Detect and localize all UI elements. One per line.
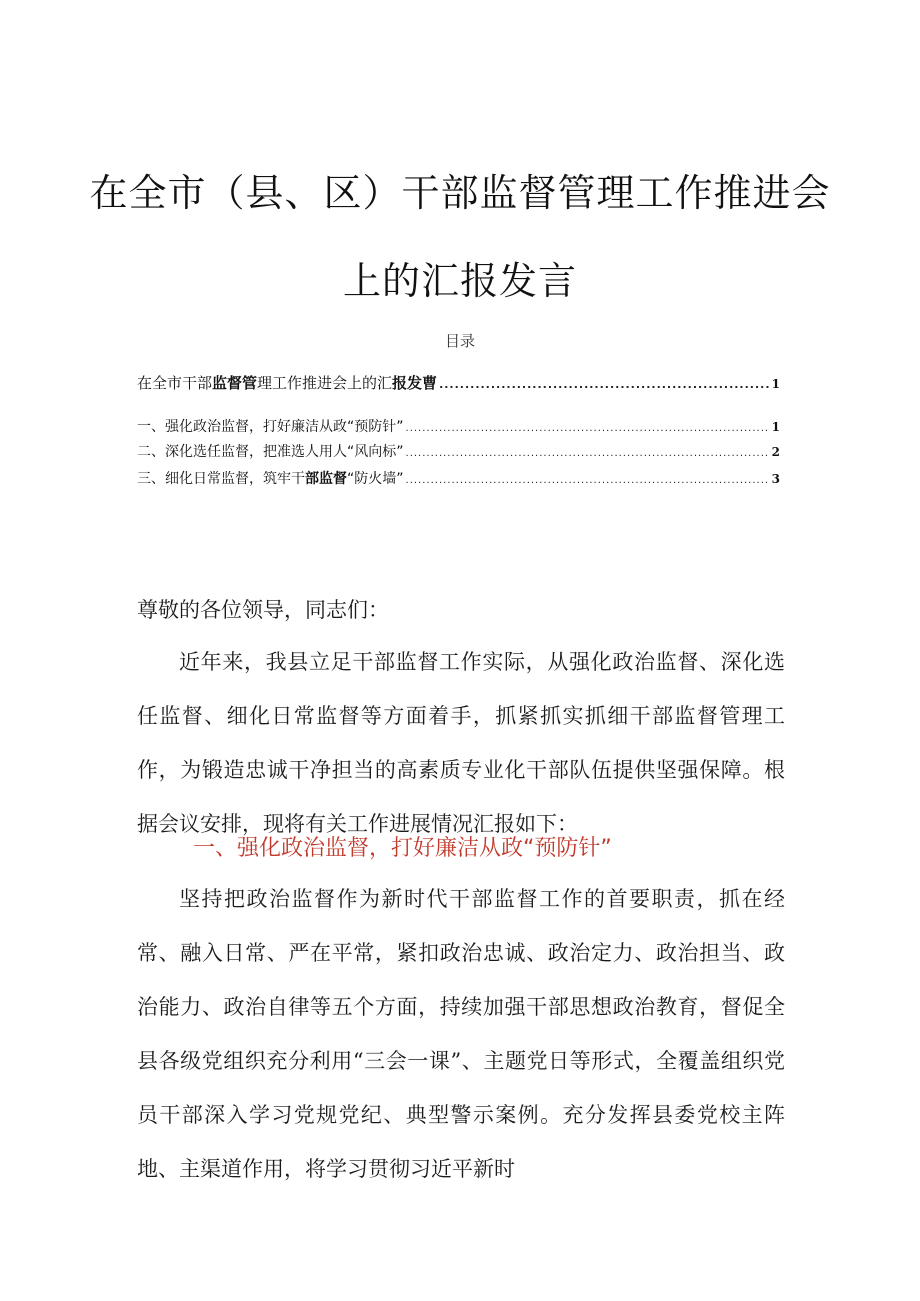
toc-page-number: 1 <box>771 420 780 434</box>
toc-page-number: 1 <box>771 377 780 391</box>
section-heading-1: 一、强化政治监督，打好廉洁从政“预防针” <box>193 836 612 861</box>
toc-heading: 目录 <box>444 332 475 350</box>
toc-entry-label: 二、深化选任监督，把准选人用人“风向标” <box>137 444 404 460</box>
toc-entry-section-3[interactable] <box>137 468 780 488</box>
paragraph-intro: 近年来，我县立足干部监督工作实际，从强化政治监督、深化选任监督、细化日常监督等方面着手，抓紧抓实抓细干部监督管理工作，为锻造忠诚干净担当的高素质专业化干部队伍提供坚强保障。根据会议安排，现将有关工作进展情况汇报如下： <box>137 650 785 836</box>
toc-page-number: 2 <box>771 445 780 459</box>
toc-leader-dots <box>406 423 770 434</box>
toc-entry-label: 在全市干部监督管理工作推进会上的汇报发曹 <box>137 374 438 392</box>
document-title-line-1: 在全市（县、区）干部监督管理工作推进会 <box>89 171 831 215</box>
toc-page-number: 3 <box>771 472 780 486</box>
toc-leader-dots <box>406 448 770 459</box>
paragraph-section-1: 坚持把政治监督作为新时代干部监督工作的首要职责，抓在经常、融入日常、严在平常，紧扣政治忠诚、政治定力、政治担当、政治能力、政治自律等五个方面，持续加强干部思想政治教育，督促全县各级党组织充分利用“三会一课”、主题党日等形式，全覆盖组织党员干部深入学习党规党纪、典型警示案例。充分发挥县委党校主阵地、主渠道作用，将学习贯彻习近平新时 <box>137 887 785 1181</box>
toc-entry-section-2[interactable] <box>137 441 780 461</box>
toc-leader-dots <box>406 475 770 486</box>
toc-entry-label: 一、强化政治监督，打好廉洁从政“预防针” <box>137 419 404 435</box>
toc-entry-label: 三、细化日常监督，筑牢干部监督“防火墙” <box>137 471 404 487</box>
toc-entry-main[interactable] <box>137 372 780 393</box>
toc-entry-section-1[interactable] <box>137 416 780 436</box>
document-title-line-2: 上的汇报发言 <box>342 259 577 303</box>
greeting: 尊敬的各位领导，同志们： <box>137 598 389 622</box>
toc-leader-dots <box>439 378 770 391</box>
